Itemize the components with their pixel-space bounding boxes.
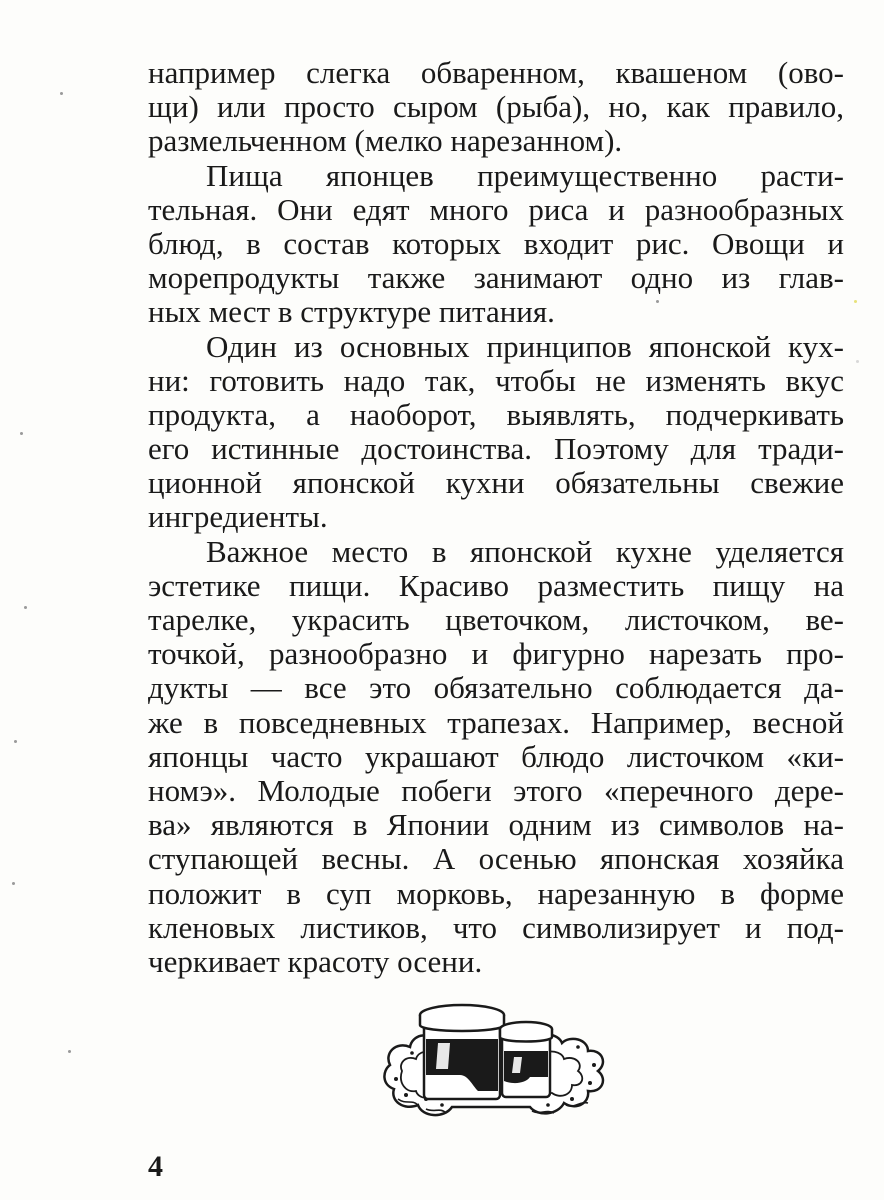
paper-speck — [14, 740, 17, 743]
jars-on-doily-illustration — [382, 995, 608, 1125]
page-number: 4 — [148, 1150, 163, 1183]
paragraph — [148, 159, 844, 330]
paper-speck — [856, 360, 859, 363]
text-line: японцы часто украшают блюдо листочком «ки- — [148, 738, 844, 774]
text-line: ступающей весны. А осенью японская хозяйка — [148, 841, 844, 877]
text-line: размельченном (мелко нарезанном). — [148, 123, 623, 159]
text-line: положит в суп морковь, нарезанную в форме — [148, 875, 844, 911]
text-line: ционной японской кухни обязательны свежие — [148, 465, 844, 501]
text-line: его истинные достоинства. Поэтому для тради- — [148, 431, 844, 467]
paragraph — [148, 56, 844, 159]
paper-speck — [12, 882, 15, 885]
text-line: номэ». Молодые побеги этого «перечного дере- — [148, 772, 844, 808]
text-line: дукты — все это обязательно соблюдается да- — [148, 670, 844, 706]
text-line: блюд, в состав которых входит рис. Овощи и — [148, 225, 844, 261]
text-line: точкой, разнообразно и фигурно нарезать про- — [148, 636, 844, 672]
text-line: тарелке, украсить цветочком, листочком, ве- — [148, 602, 844, 637]
paper-speck — [20, 432, 23, 435]
text-line: щи) или просто сыром (рыба), но, как правило, — [148, 89, 844, 125]
text-line: ных мест в структуре питания. — [148, 294, 555, 330]
text-line: морепродукты также занимают одно из глав- — [148, 260, 844, 296]
text-line: например слегка обваренном, квашеном (ово- — [148, 55, 844, 90]
paper-speck — [854, 300, 857, 303]
text-line: ва» являются в Японии одним из символов на- — [148, 807, 844, 843]
text-line: тельная. Они едят много риса и разнообразных — [148, 191, 844, 227]
paper-speck — [60, 92, 63, 95]
paragraph — [148, 535, 844, 979]
text-line: Пища японцев преимущественно расти- — [206, 157, 844, 193]
paper-speck — [24, 606, 27, 609]
text-line: черкивает красоту осени. — [148, 943, 483, 979]
paragraph — [148, 330, 844, 535]
text-line: продукта, а наоборот, выявлять, подчеркивать — [148, 396, 844, 432]
text-line: ни: готовить надо так, чтобы не изменять вкус — [148, 362, 844, 398]
text-line: же в повседневных трапезах. Например, весной — [148, 704, 844, 740]
text-line: эстетике пищи. Красиво разместить пищу на — [148, 567, 844, 603]
text-line: кленовых листиков, что символизирует и под- — [148, 909, 844, 945]
text-line: ингредиенты. — [148, 499, 328, 535]
text-line: Важное место в японской кухне уделяется — [206, 533, 844, 569]
text-line: Один из основных принципов японской кух- — [206, 328, 844, 364]
body-text — [148, 56, 844, 979]
paper-speck — [68, 1050, 71, 1053]
